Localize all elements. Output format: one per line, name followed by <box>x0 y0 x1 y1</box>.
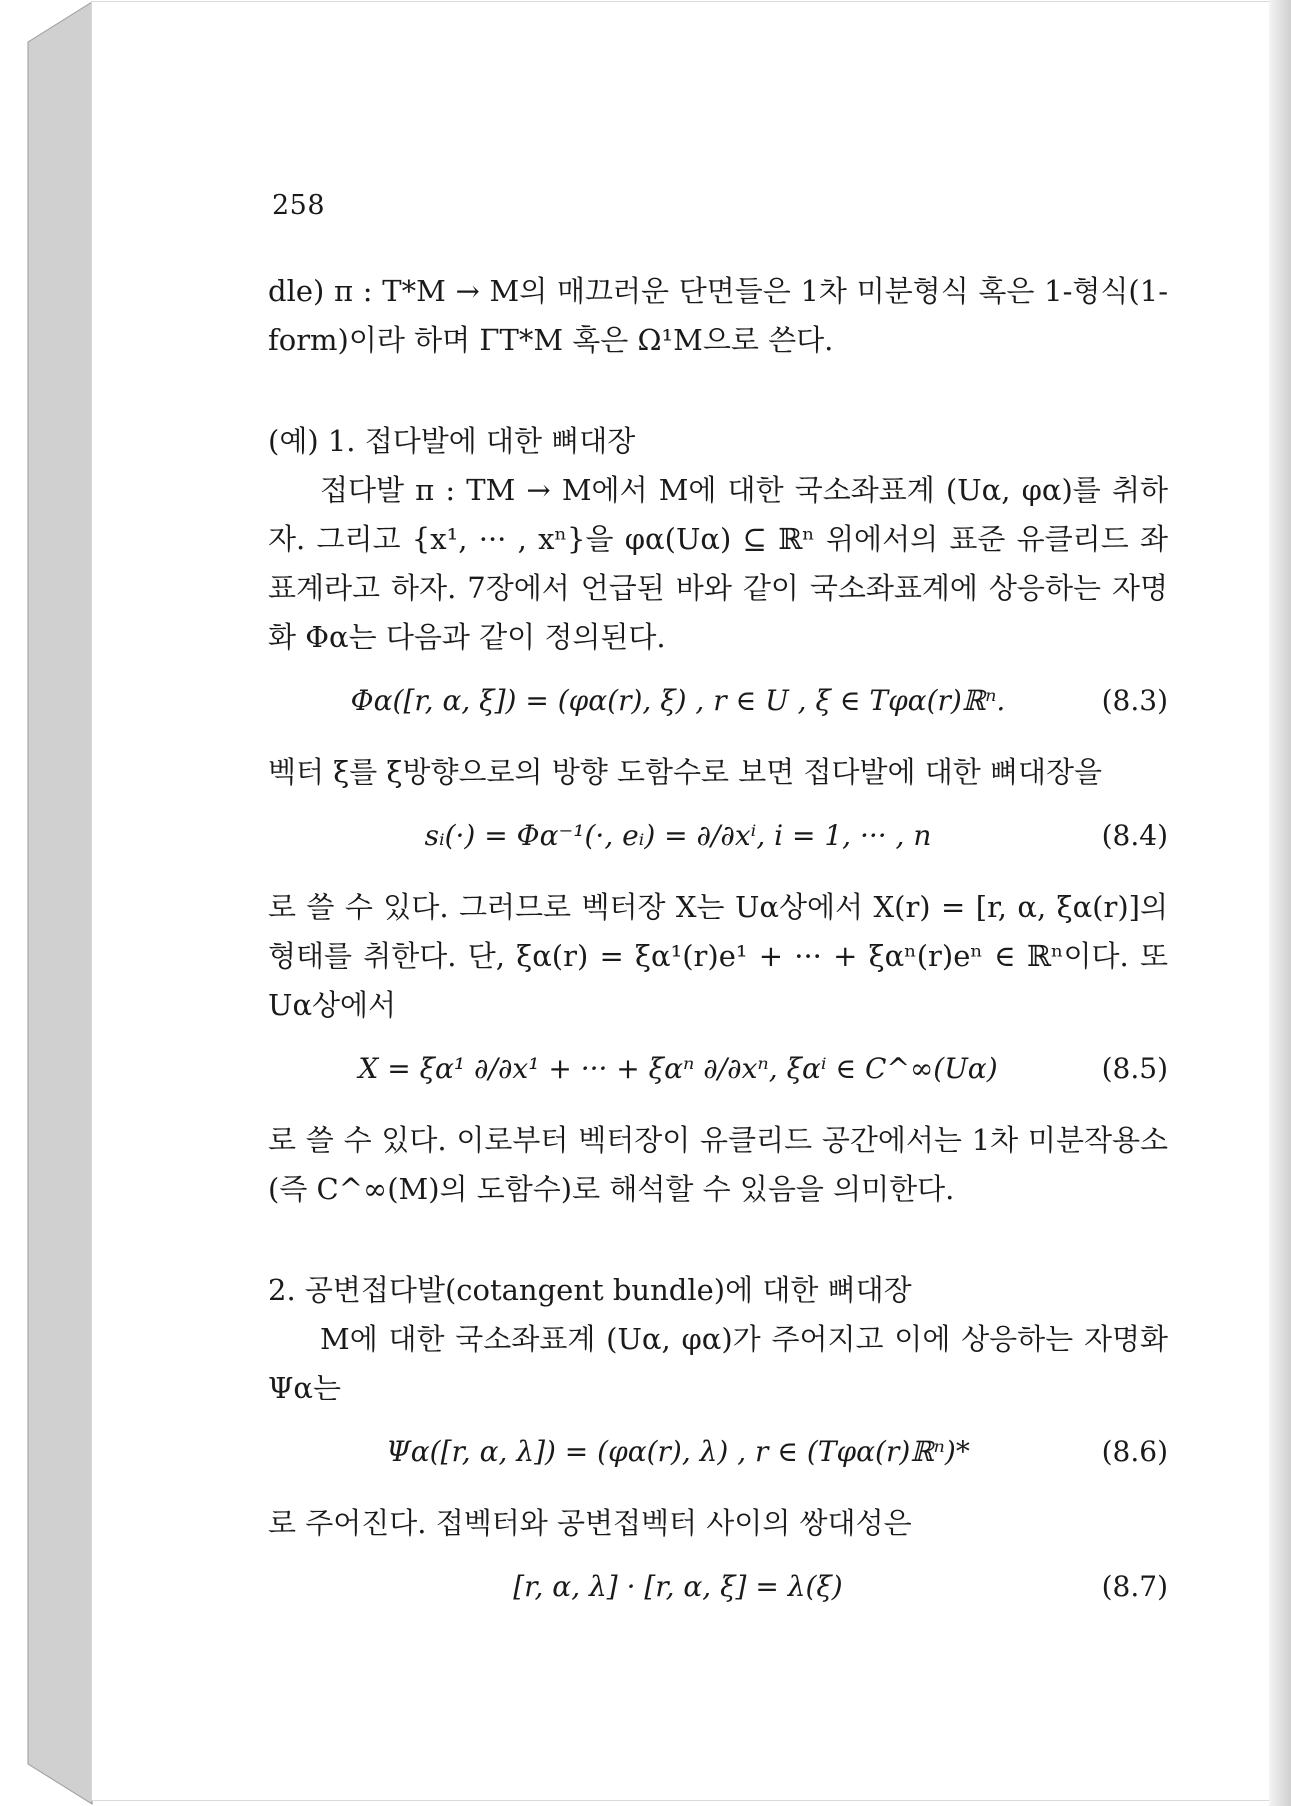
equation-expression: sᵢ(·) = Φα⁻¹(·, eᵢ) = ∂/∂xⁱ, i = 1, ··· , n <box>424 819 932 852</box>
paragraph: M에 대한 국소좌표계 (Uα, φα)가 주어지고 이에 상응하는 자명화 Ψα는 <box>268 1322 1168 1405</box>
paragraph: 로 주어진다. 접벡터와 공변접벡터 사이의 쌍대성은 <box>268 1506 912 1540</box>
paragraph: 로 쓸 수 있다. 그러므로 벡터장 X는 Uα상에서 X(r) = [r, α, ξα(r)]의 형태를 취한다. 단, ξα(r) = ξα¹(r)e¹ + ··· + ξαⁿ(r)eⁿ ∈ ℝⁿ이다. 또 Uα상에서 <box>268 890 1168 1022</box>
equation <box>268 676 1168 732</box>
equation-number: (8.5) <box>1101 1052 1168 1085</box>
page-number: 258 <box>272 190 326 221</box>
section-heading: (예) 1. 접다발에 대한 뼈대장 <box>268 424 636 458</box>
equation-number: (8.4) <box>1101 819 1168 852</box>
equation-expression: [r, α, λ] · [r, α, ξ] = λ(ξ) <box>513 1570 843 1603</box>
page-shadow <box>1269 0 1291 1806</box>
equation-number: (8.3) <box>1101 684 1168 717</box>
page-content <box>268 190 1168 1634</box>
section-heading: 2. 공변접다발(cotangent bundle)에 대한 뼈대장 <box>268 1273 912 1307</box>
paragraph: 로 쓸 수 있다. 이로부터 벡터장이 유클리드 공간에서는 1차 미분작용소 (즉 C^∞(M)의 도함수)로 해석할 수 있음을 의미한다. <box>268 1123 1168 1206</box>
equation <box>268 811 1168 867</box>
equation <box>268 1562 1168 1618</box>
paragraph: 접다발 π : TM → M에서 M에 대한 국소좌표계 (Uα, φα)를 취하자. 그리고 {x¹, ··· , xⁿ}을 φα(Uα) ⊆ ℝⁿ 위에서의 표준 유클리드 좌표계라고 하자. 7장에서 언급된 바와 같이 국소좌표계에 상응하는 자명화 Φα는 다음과 같이 정의된다. <box>268 473 1168 654</box>
equation <box>268 1427 1168 1483</box>
text-blocks <box>268 267 1168 1618</box>
equation-number: (8.6) <box>1101 1435 1168 1468</box>
equation-expression: Ψα([r, α, λ]) = (φα(r), λ) , r ∈ (Tφα(r)ℝⁿ)* <box>386 1435 970 1468</box>
paragraph: dle) π : T*M → M의 매끄러운 단면들은 1차 미분형식 혹은 1-형식(1-form)이라 하며 ΓT*M 혹은 Ω¹M으로 쓴다. <box>268 274 1168 357</box>
equation-expression: X = ξα¹ ∂/∂x¹ + ··· + ξαⁿ ∂/∂xⁿ, ξαⁱ ∈ C^∞(Uα) <box>358 1052 998 1085</box>
equation-expression: Φα([r, α, ξ]) = (φα(r), ξ) , r ∈ U , ξ ∈ Tφα(r)ℝⁿ. <box>350 684 1006 717</box>
paragraph: 벡터 ξ를 ξ방향으로의 방향 도함수로 보면 접다발에 대한 뼈대장을 <box>268 755 1103 789</box>
equation <box>268 1044 1168 1100</box>
equation-number: (8.7) <box>1101 1570 1168 1603</box>
